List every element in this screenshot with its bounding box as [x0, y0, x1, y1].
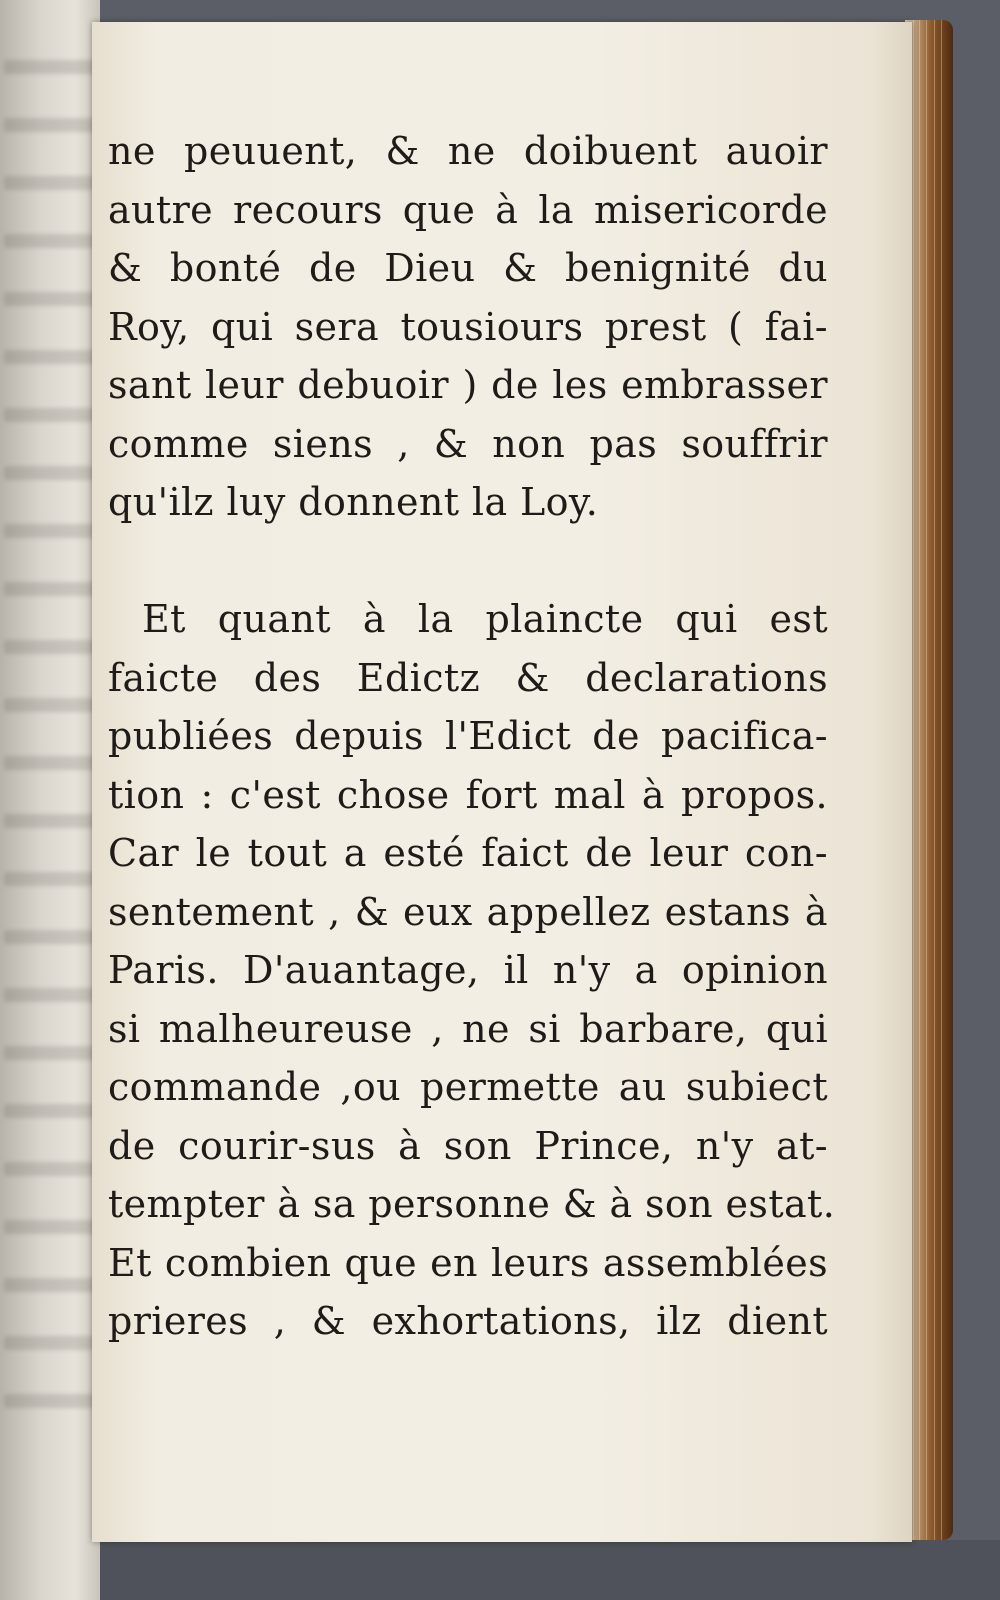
facing-page-edge [0, 0, 100, 1600]
text-line: Paris. D'auantage, il n'y a opinion [108, 948, 828, 992]
text-line: autre recours que à la misericorde [108, 187, 828, 232]
text-line: publiées depuis l'Edict de pacifica- [108, 714, 828, 758]
text-line: Et quant à la plaincte qui est [142, 597, 828, 641]
text-line: Roy, qui sera tousiours prest ( fai- [108, 304, 828, 349]
text-line: sentement , & eux appellez estans à [108, 889, 828, 934]
text-line: si malheureuse , ne si barbare, qui [108, 1006, 828, 1051]
text-line: Et combien que en leurs assemblées [108, 1240, 828, 1285]
page-text [108, 122, 836, 1351]
book-fore-edge [905, 20, 953, 1540]
text-line: comme siens , & non pas souffrir [108, 421, 828, 466]
text-line: tempter à sa personne & à son estat. [108, 1182, 836, 1226]
text-line: sant leur debuoir ) de les embrasser [108, 363, 828, 407]
book-page [92, 22, 912, 1542]
text-line: & bonté de Dieu & benignité du [108, 246, 828, 290]
text-line: Car le tout a esté faict de leur con- [108, 831, 828, 875]
text-line: qu'ilz luy donnent la Loy. [108, 480, 599, 524]
text-line: faicte des Edictz & declarations [108, 655, 828, 700]
backdrop [0, 1540, 1000, 1600]
text-line: de courir-sus à son Prince, n'y at- [108, 1123, 828, 1168]
paragraph-gap [108, 532, 828, 591]
text-line: prieres , & exhortations, ilz dient [108, 1299, 828, 1343]
text-line: ne peuuent, & ne doibuent auoir [108, 129, 828, 173]
text-line: commande ,ou permette au subiect [108, 1065, 828, 1109]
text-line: tion : c'est chose fort mal à propos. [108, 772, 828, 817]
